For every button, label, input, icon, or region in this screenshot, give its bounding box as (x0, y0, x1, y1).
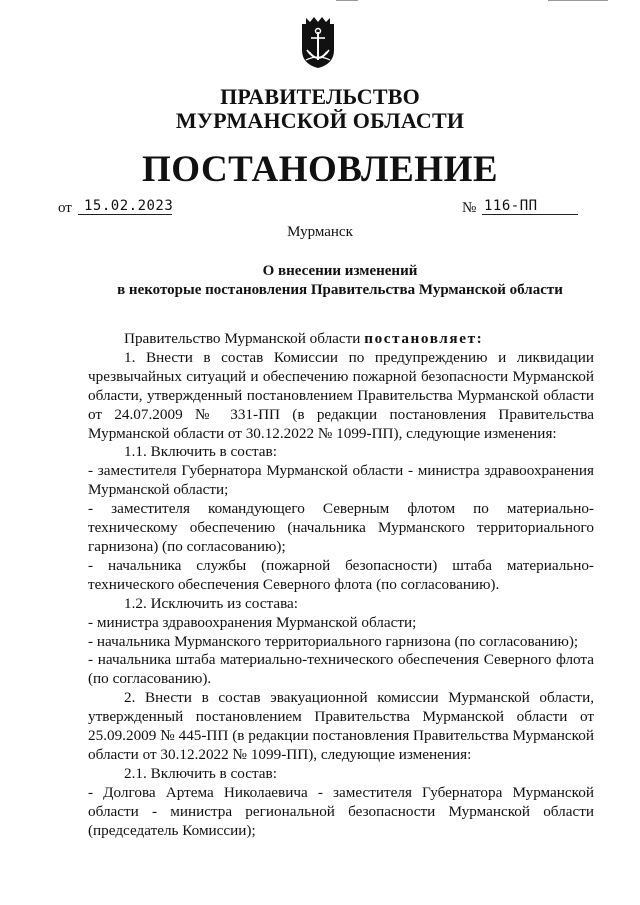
paragraph-1-1: 1.1. Включить в состав: (124, 443, 277, 461)
coat-of-arms-emblem-icon (296, 14, 340, 70)
paragraph-1-2: 1.2. Исключить из состава: (124, 594, 299, 612)
scan-artifact (548, 0, 608, 1)
number-prefix-label: № (462, 200, 477, 216)
government-title-line2: МУРМАНСКОЙ ОБЛАСТИ (175, 108, 465, 133)
document-type-heading: ПОСТАНОВЛЕНИЕ (141, 149, 499, 190)
document-number: 116-ПП (482, 198, 578, 215)
city-label: Мурманск (287, 224, 353, 240)
paragraph-1-2-c: - начальника штаба материально-технического обеспечения Северного флота (по согласованию). (88, 651, 594, 688)
paragraph-1-1-a: - заместителя Губернатора Мурманской области - министра здравоохранения Мурманской области; (88, 462, 594, 499)
paragraph-2: 2. Внести в состав эвакуационной комиссии Мурманской области, утвержденный постановлением Правительства Мурманской области от 25.09.2009 № 445-ПП (в редакции постановления Правительства Мурманской области от 30.12.2022 № 1099-ПП), следующие изменения: (88, 689, 594, 763)
paragraph-2-1-a: - Долгова Артема Николаевича - заместителя Губернатора Мурманской области - министра региональной безопасности Мурманской области (председатель Комиссии); (88, 783, 594, 839)
intro-emphasis: постановляет: (364, 330, 484, 347)
subject-line2: в некоторые постановления Правительства Мурманской области (117, 282, 563, 298)
paragraph-1-1-c: - начальника службы (пожарной безопасности) штаба материально-технического обеспечения Северного флота (по согласованию). (88, 556, 594, 593)
paragraph-1: 1. Внести в состав Комиссии по предупреждению и ликвидации чрезвычайных ситуаций и обеспечению пожарной безопасности Мурманской области, утвержденный постановлением Правительства Мурманской области от 24.07.2009 № 331-ПП (в редакции постановления Правительства Мурманской области от 30.12.2022 № 1099-ПП), следующие изменения: (88, 348, 594, 442)
scan-artifact (336, 0, 358, 1)
paragraph-1-1-b: - заместителя командующего Северным флотом по материально-техническому обеспечению (начальника Мурманского территориального гарнизона) (по согласованию); (88, 500, 594, 555)
subject-line1: О внесении изменений (262, 263, 418, 279)
paragraph-2-1: 2.1. Включить в состав: (124, 764, 277, 782)
government-title-line1: ПРАВИТЕЛЬСТВО (220, 84, 420, 109)
document-date: 15.02.2023 (78, 198, 172, 215)
intro-paragraph (88, 330, 594, 349)
paragraph-1-2-a: - министра здравоохранения Мурманской области; (88, 613, 417, 631)
paragraph-1-2-b: - начальника Мурманского территориального гарнизона (по согласованию); (88, 632, 579, 650)
intro-text: Правительство Мурманской области (124, 330, 365, 347)
date-prefix-label: от (58, 200, 72, 216)
document-body (88, 330, 594, 840)
